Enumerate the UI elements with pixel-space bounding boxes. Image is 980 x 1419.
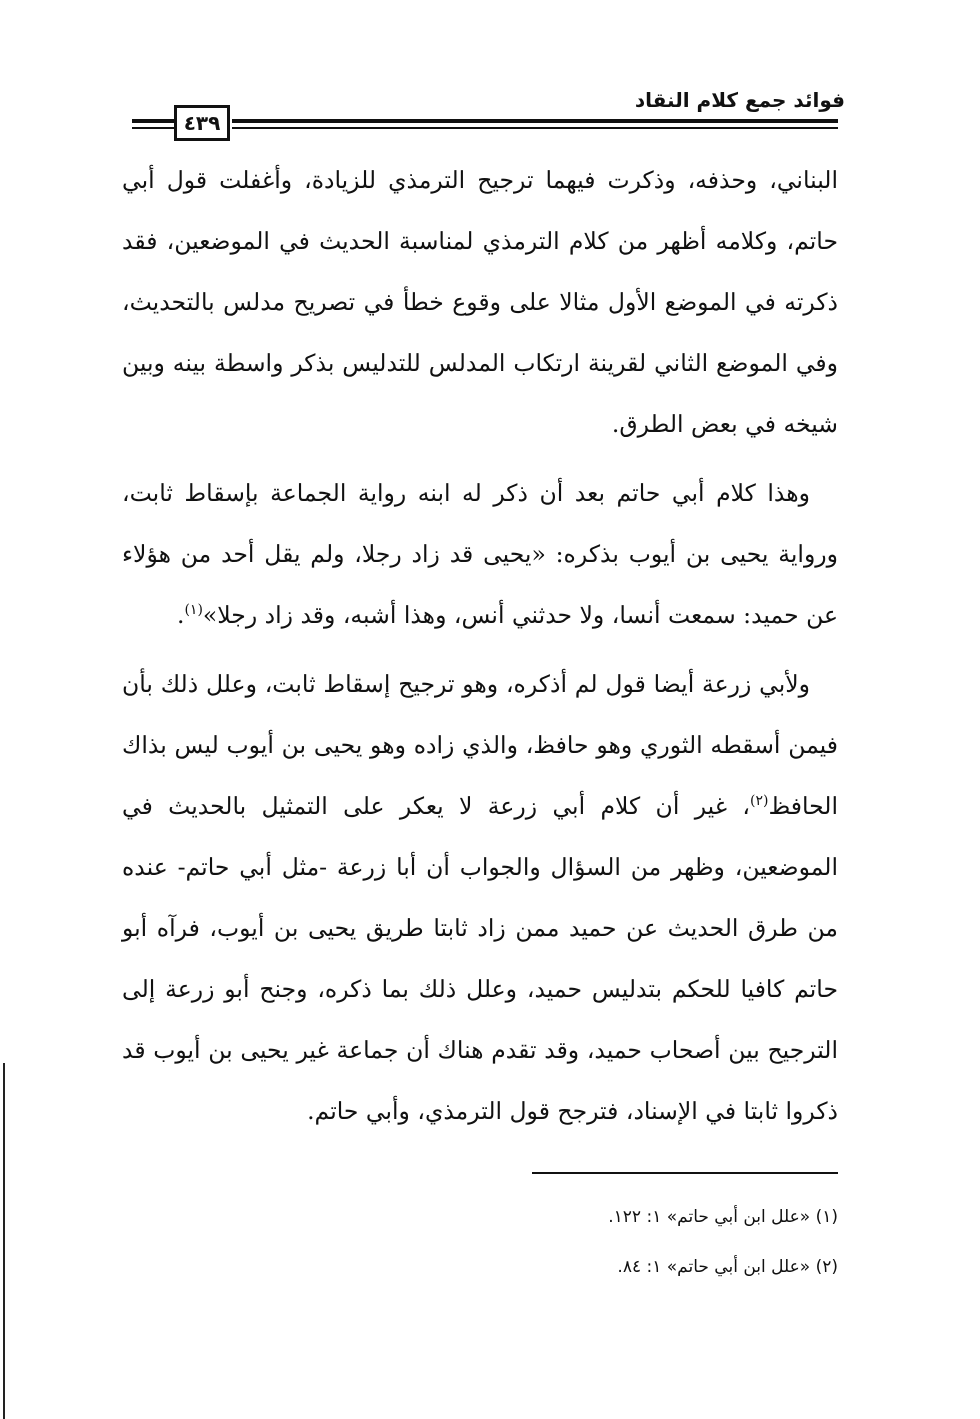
footnote-1: (١) «علل ابن أبي حاتم» ١: ١٢٢. — [608, 1207, 838, 1227]
footnotes — [138, 1192, 838, 1292]
body-text — [122, 150, 838, 1150]
paragraph-3-text-a: ولأبي زرعة أيضا قول لم أذكره، وهو ترجيح إسقاط ثابت، وعلل ذلك بأن فيمن أسقطه الثوري وهو حافظ، والذي زاده وهو يحيى بن أيوب ليس بذاك الحافظ — [122, 670, 838, 820]
paragraph-2-period: . — [176, 601, 185, 629]
footnote-ref-1: (١) — [184, 602, 203, 619]
paragraph-1: البناني، وحذفه، وذكرت فيهما ترجيح الترمذي للزيادة، وأغفلت قول أبي حاتم، وكلامه أظهر من كلام الترمذي لمناسبة الحديث في الموضعين، فقد ذكرته في الموضع الأول مثالا على وقوع خطأ في تصريح مدلس بالتحديث، وفي الموضع الثاني لقرينة ارتكاب المدلس للتدليس بذكر واسطة بينه وبين شيخه في بعض الطرق. — [122, 166, 838, 438]
footnote-separator — [532, 1172, 838, 1174]
paragraph-3 — [122, 654, 838, 1142]
header-rule-left-thick — [132, 119, 174, 123]
header-rule-thick — [232, 119, 838, 123]
paragraph-3-text-b: ، غير أن كلام أبي زرعة لا يعكر على التمثيل بالحديث في الموضعين، وظهر من السؤال والجواب أن أبا زرعة -مثل أبي حاتم- عنده من طرق الحديث عن حميد ممن زاد ثابتا طريق يحيى بن أيوب، فرآه أبو حاتم كافيا للحكم بتدليس حميد، وعلل ذلك بما ذكره، وجنح أبو زرعة إلى الترجيح بين أصحاب حميد، وقد تقدم هناك أن جماعة غير يحيى بن أيوب قد ذكروا ثابتا في الإسناد، فترجح قول الترمذي، وأبي حاتم. — [122, 792, 838, 1125]
header-rule-left-thin — [132, 127, 174, 129]
running-header-title: فوائد جمع كلام النقاد — [634, 88, 845, 112]
footnote-2: (٢) «علل ابن أبي حاتم» ١: ٨٤. — [617, 1257, 838, 1277]
paragraph-2-text: وهذا كلام أبي حاتم بعد أن ذكر له ابنه رواية الجماعة بإسقاط ثابت، ورواية يحيى بن أيوب بذكره: «يحيى قد زاد رجلا، ولم يقل أحد من هؤلاء عن حميد: سمعت أنسا، ولا حدثني أنس، وهذا أشبه، وقد زاد رجلا» — [122, 479, 838, 629]
page-number-box — [174, 105, 230, 141]
header-rule-thin — [232, 127, 838, 129]
paragraph-2 — [122, 463, 838, 646]
scan-edge-line — [3, 1063, 5, 1419]
footnote-ref-2: (٢) — [749, 793, 769, 810]
page-number: ٤٣٩ — [183, 111, 221, 135]
